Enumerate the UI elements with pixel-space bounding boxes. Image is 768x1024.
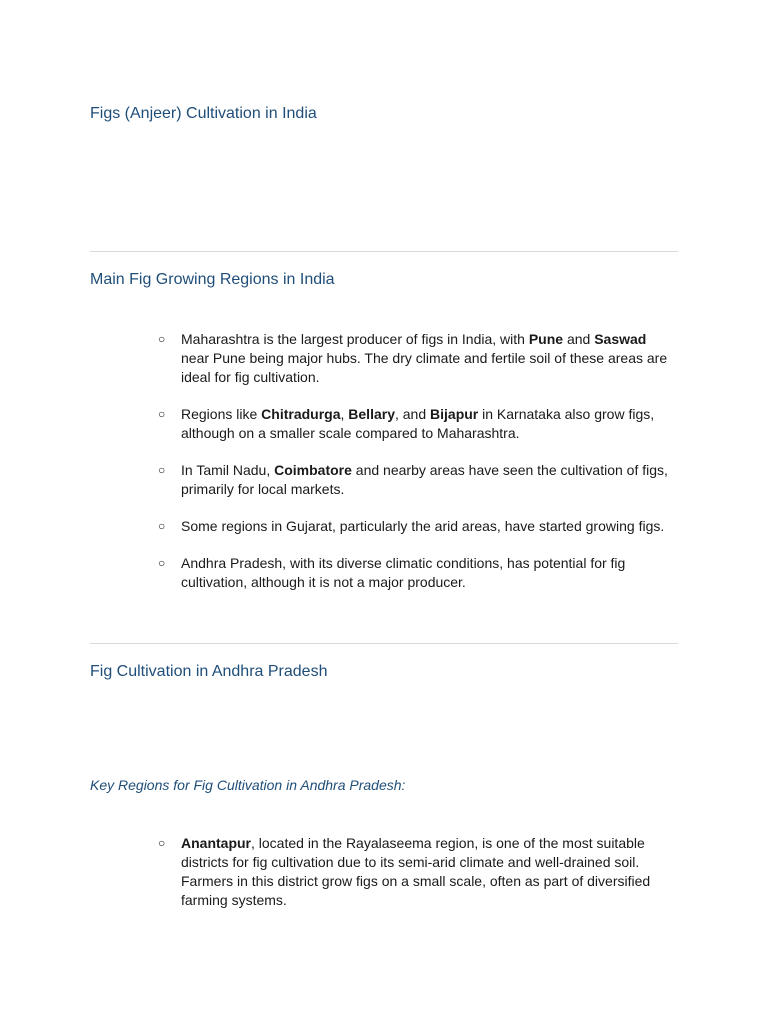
list-item: ○ Some regions in Gujarat, particularly the arid areas, have started growing figs. xyxy=(158,518,665,534)
list-item: ○ Andhra Pradesh, with its diverse climatic conditions, has potential for fig cultivation, although it is not a major producer. xyxy=(158,555,626,590)
subheading-key-regions: Key Regions for Fig Cultivation in Andhra Pradesh: xyxy=(90,777,406,793)
andhra-regions-list xyxy=(0,834,671,928)
section-divider xyxy=(90,251,678,252)
document-title: Figs (Anjeer) Cultivation in India xyxy=(90,105,317,122)
list-item: ○ Anantapur, located in the Rayalaseema region, is one of the most suitable districts for fig cultivation due to its semi-arid climate and well-drained soil. Farmers in this district grow figs on a small scale, often as part of diversified farming systems. xyxy=(158,835,651,908)
list-item: ○ Regions like Chitradurga, Bellary, and Bijapur in Karnataka also grow figs, although on a smaller scale compared to Maharashtra. xyxy=(158,406,655,441)
section-heading-andhra-pradesh: Fig Cultivation in Andhra Pradesh xyxy=(90,663,328,680)
list-item: ○ In Tamil Nadu, Coimbatore and nearby areas have seen the cultivation of figs, primarily for local markets. xyxy=(158,462,668,497)
growing-regions-list xyxy=(0,330,671,610)
bullet-marker: ○ xyxy=(158,556,166,570)
list-item: ○ Maharashtra is the largest producer of figs in India, with Pune and Saswad near Pune being major hubs. The dry climate and fertile soil of these areas are ideal for fig cultivation. xyxy=(158,331,668,385)
section-divider xyxy=(90,643,678,644)
bullet-marker: ○ xyxy=(158,407,166,421)
section-heading-growing-regions: Main Fig Growing Regions in India xyxy=(90,271,335,288)
bullet-marker: ○ xyxy=(158,463,166,477)
bullet-marker: ○ xyxy=(158,332,166,346)
bullet-marker: ○ xyxy=(158,519,166,533)
bullet-marker: ○ xyxy=(158,836,166,850)
